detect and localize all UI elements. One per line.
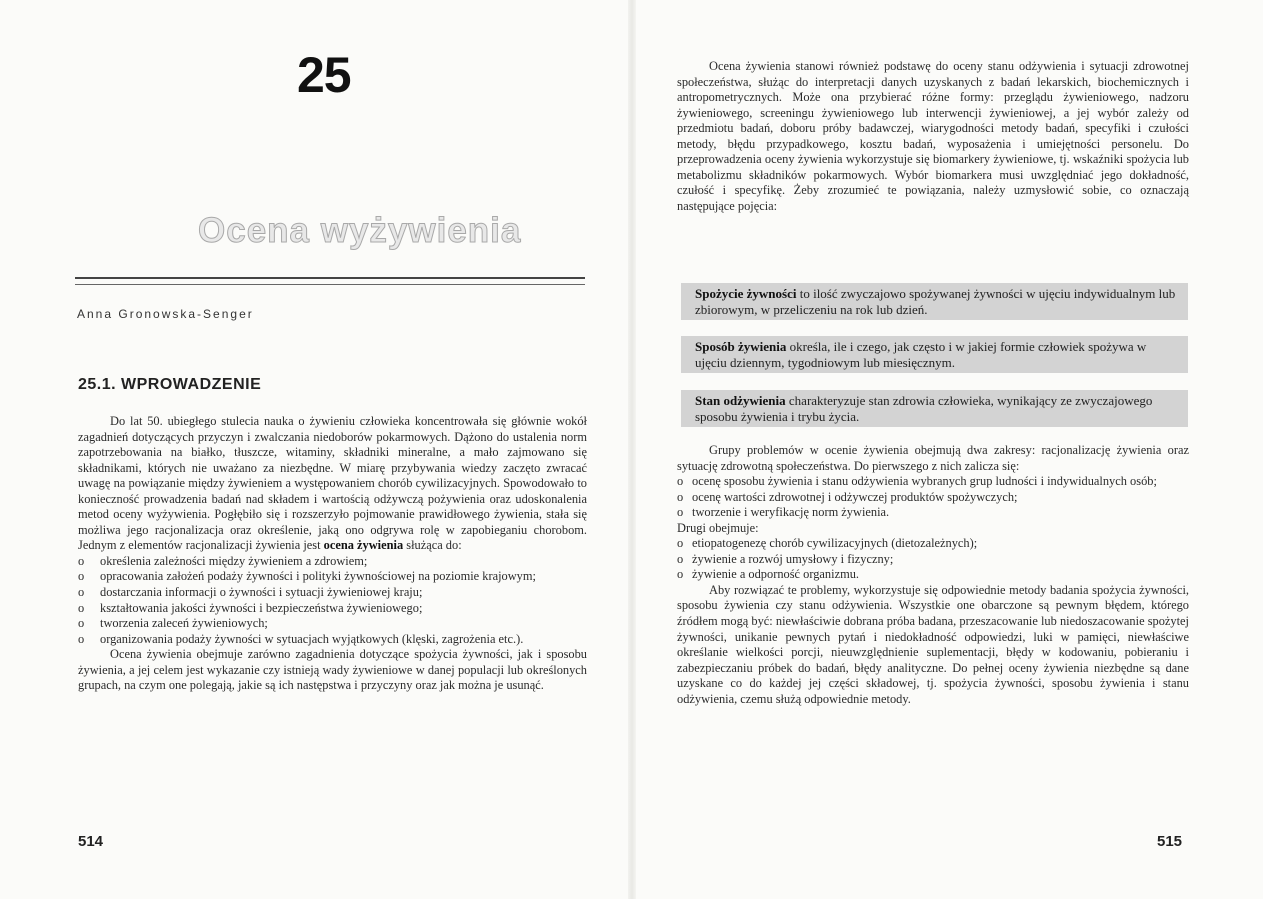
list-item-text: żywienie a rozwój umysłowy i fizyczny; <box>692 551 894 566</box>
list-item-text: tworzenia zaleceń żywieniowych; <box>100 616 268 631</box>
bullet-mark: o <box>78 600 85 615</box>
definition-box-stan <box>681 390 1188 427</box>
list-item-text: kształtowania jakości żywności i bezpieczeństwa żywieniowego; <box>100 600 423 615</box>
title-rule-thin <box>75 284 585 285</box>
list-item <box>78 616 587 632</box>
bullet-mark: o <box>78 616 85 631</box>
purpose-list <box>78 554 587 647</box>
list-item <box>677 505 1189 521</box>
chapter-number: 25 <box>297 47 351 103</box>
bullet-mark: o <box>677 551 684 566</box>
groups-paragraph: Grupy problemów w ocenie żywienia obejmują dwa zakresy: racjonalizację żywienia oraz sytuację zdrowotną społeczeństwa. Do pierwszego z nich zalicza się: <box>677 443 1189 473</box>
list-item <box>78 585 587 601</box>
list-item <box>677 474 1189 490</box>
definition-term: Spożycie żywności <box>695 286 797 301</box>
chapter-title: Ocena wyżywienia <box>198 211 522 250</box>
definition-text: to ilość zwyczajowo spożywanej żywności w ujęciu indywidualnym lub zbiorowym, w przeliczeniu na rok lub dzień. <box>695 286 1176 317</box>
list-item-text: ocenę sposobu żywienia i stanu odżywienia wybranych grup ludności i indywidualnych osób; <box>692 474 1157 489</box>
definition-term: Sposób żywienia <box>695 339 787 354</box>
list-item <box>78 632 587 648</box>
bullet-mark: o <box>677 474 684 489</box>
bullet-mark: o <box>677 567 684 582</box>
bullet-mark: o <box>78 569 85 584</box>
list-item <box>78 569 587 585</box>
list-item <box>677 552 1189 568</box>
page-number-right: 515 <box>1157 833 1183 850</box>
right-body-text <box>677 443 1189 707</box>
second-group-list <box>677 536 1189 583</box>
list-item-text: opracowania założeń podaży żywności i polityki żywnościowej na poziomie krajowym; <box>100 569 536 584</box>
definition-box-spozycie <box>681 283 1188 320</box>
bullet-mark: o <box>78 585 85 600</box>
definition-box-sposob <box>681 336 1188 373</box>
list-item-text: organizowania podaży żywności w sytuacjach wyjątkowych (klęski, zagrożenia etc.). <box>100 631 524 646</box>
right-intro-paragraph: Ocena żywienia stanowi również podstawę do oceny stanu odżywienia i sytuacji zdrowotnej społeczeństwa, służąc do interpretacji danych uzyskanych z badań lekarskich, biochemicznych i antropometrycznych. Może ona przybierać różne formy: przeglądu żywieniowego, nadzoru żywieniowego, screeningu żywieniowego lub interwencji żywieniowej, a jej wybór zależy od przedmiotu badań, doboru próby badawczej, wiarygodności metody badań, specyfiki i czułości metody, błędu przypadkowego, kosztu badań, wyposażenia i umiejętności personelu. Do przeprowadzenia oceny żywienia wykorzystuje się biomarkery żywieniowe, tj. wskaźniki spożycia lub metabolizmu składników pokarmowych. Wybór biomarkera musi uwzględniać jego dokładność, czułość i specyfikę. Żeby zrozumieć te powiązania, należy uzmysłowić sobie, co oznaczają następujące pojęcia: <box>677 59 1189 213</box>
section-heading: 25.1. WPROWADZENIE <box>78 376 262 393</box>
list-item <box>677 567 1189 583</box>
list-item-text: dostarczania informacji o żywności i sytuacji żywieniowej kraju; <box>100 585 423 600</box>
bullet-mark: o <box>78 631 85 646</box>
first-group-list <box>677 474 1189 521</box>
bullet-mark: o <box>677 489 684 504</box>
definition-text: charakteryzuje stan zdrowia człowieka, wynikający ze zwyczajowego sposobu żywienia i trybu życia. <box>695 393 1153 424</box>
list-item-text: określenia zależności między żywieniem a zdrowiem; <box>100 553 368 568</box>
list-item-text: ocenę wartości zdrowotnej i odżywczej produktów spożywczych; <box>692 489 1018 504</box>
intro-text: Do lat 50. ubiegłego stulecia nauka o żywieniu człowieka koncentrowała się głównie wokół zagadnień dotyczących przyczyn i zwalczania niedoborów pokarmowych. Dążono do ustalenia norm zapotrzebowania na białko, tłuszcze, witaminy, składniki mineralne, a mało zajmowano się składnikami, których nie uważano za niezbędne. W miarę przybywania wiedzy zaczęto zwracać uwagę na powiązanie między żywieniem a występowaniem chorób cywilizacyjnych. Spowodowało to konieczność prowadzenia badań nad składem i wartością odżywczą pożywienia oraz udoskonalenia metod oceny wyżywienia. Pogłębiło się i rozszerzyło pojmowanie prawidłowego żywienia, stała się możliwa jego racjonalizacja oraz określenie, jaką ono odgrywa rolę w zapobieganiu chorobom. Jednym z elementów racjonalizacji żywienia jest <box>78 414 587 553</box>
definition-term: Stan odżywienia <box>695 393 786 408</box>
bullet-mark: o <box>677 505 684 520</box>
definition-text: określa, ile i czego, jak często i w jakiej formie człowiek spożywa w ujęciu dziennym, tygodniowym lub miesięcznym. <box>695 339 1147 370</box>
left-body-text <box>78 414 587 694</box>
second-group-label: Drugi obejmuje: <box>677 520 759 535</box>
closing-paragraph: Ocena żywienia obejmuje zarówno zagadnienia dotyczące spożycia żywności, jak i sposobu żywienia, a jej celem jest wykazanie czy istnieją wady żywieniowe w danej populacji lub określonych grupach, na czym one polegają, jakie są ich następstwa i przyczyny oraz jak można je usunąć. <box>78 647 587 693</box>
list-item-text: żywienie a odporność organizmu. <box>692 567 859 582</box>
bold-term-ocena-zywienia: ocena żywienia <box>323 538 404 553</box>
list-item-text: etiopatogenezę chorób cywilizacyjnych (dietozależnych); <box>692 536 978 551</box>
methods-paragraph: Aby rozwiązać te problemy, wykorzystuje się odpowiednie metody badania spożycia żywności, sposobu żywienia czy stanu odżywienia. Wszystkie one obarczone są pewnym błędem, którego źródłem mogą być: niewłaściwie dobrana próba badana, przeszacowanie lub niedoszacowanie spożytej żywności, unikanie pewnych pytań i niedokładność odpowiedzi, luki w pamięci, niewłaściwe określanie wielkości porcji, nieuwzględnienie suplementacji, błędy w kodowaniu, pobieraniu i zabezpieczaniu próbek do badań, błędy analityczne. Do pełnej oceny żywienia niezbędne są dane uzyskane co do każdej jej części składowej, tj. spożycia żywności, sposobu żywienia i stanu odżywienia, czemu służą odpowiednie metody. <box>677 582 1189 706</box>
title-rule-thick <box>75 277 585 279</box>
bullet-mark: o <box>78 553 85 568</box>
right-intro-text <box>677 59 1189 214</box>
list-item <box>677 536 1189 552</box>
list-item <box>78 554 587 570</box>
bullet-mark: o <box>677 536 684 551</box>
list-item-text: tworzenie i weryfikację norm żywienia. <box>692 505 890 520</box>
intro-text-end: służąca do: <box>403 538 462 553</box>
list-item <box>78 601 587 617</box>
list-item <box>677 490 1189 506</box>
intro-paragraph <box>78 414 587 554</box>
page-number-left: 514 <box>78 833 104 850</box>
book-gutter <box>628 0 636 899</box>
author-name: Anna Gronowska-Senger <box>77 307 254 321</box>
